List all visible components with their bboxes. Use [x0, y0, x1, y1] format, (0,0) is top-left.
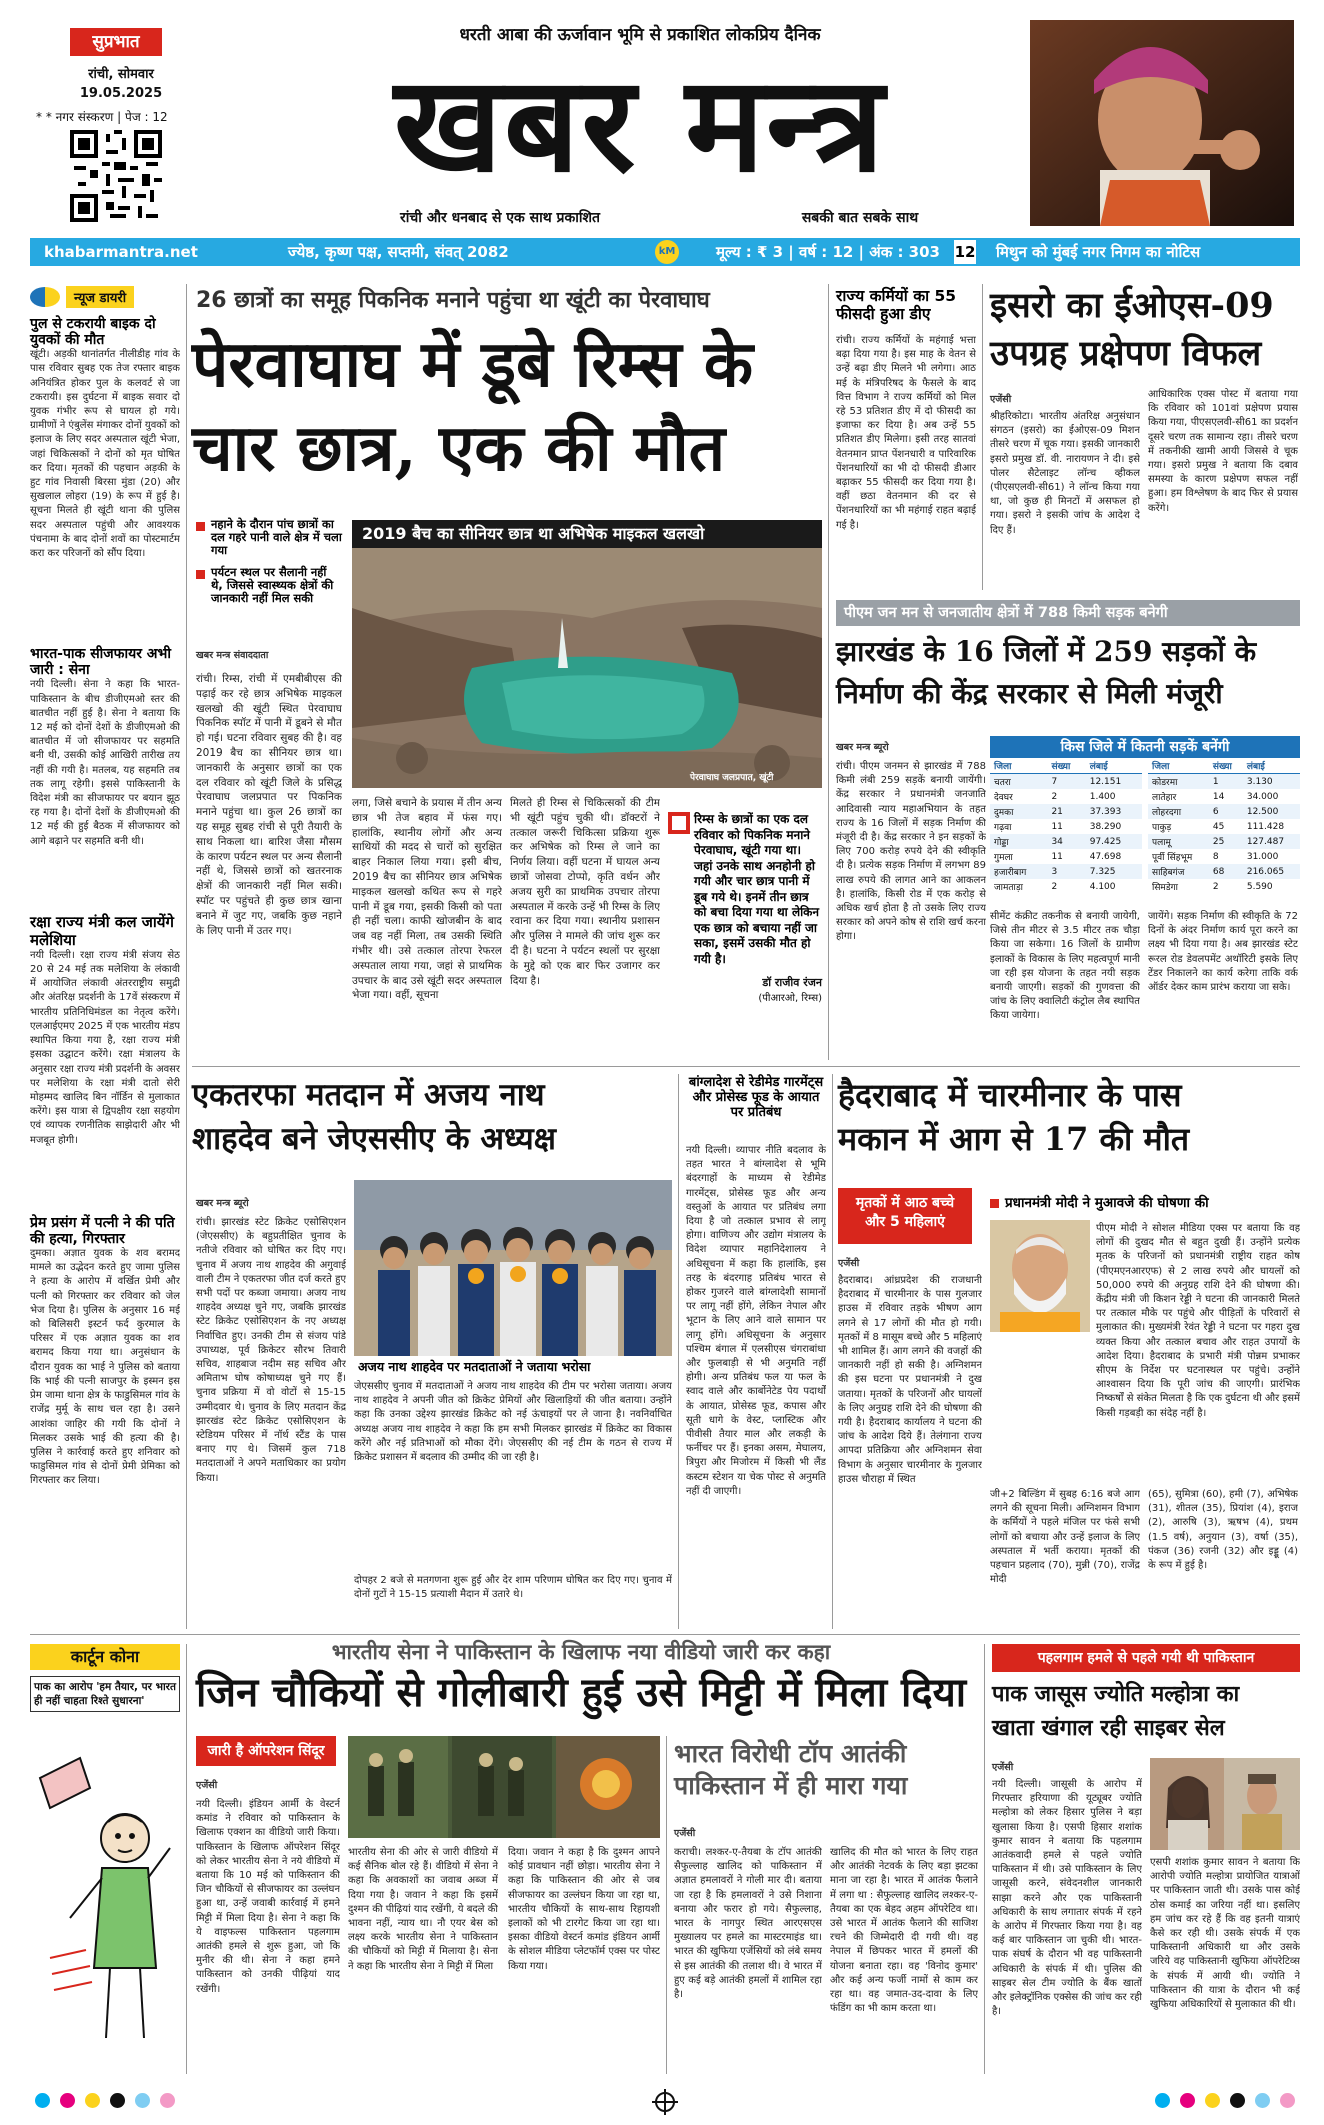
table-cell: 34.000 — [1246, 791, 1279, 802]
modi-photo — [990, 1220, 1090, 1332]
table-cell: 3 — [1047, 864, 1085, 879]
promo-headline[interactable]: मिथुन को मुंबई नगर निगम का नोटिस — [996, 243, 1201, 261]
table-cell: गुमला — [994, 853, 1013, 863]
hyd-byline: एजेंसी — [838, 1258, 860, 1269]
website-link[interactable]: khabarmantra.net — [44, 243, 198, 261]
ajay-photo-caption: अजय नाथ शाहदेव पर मतदाताओं ने जताया भरोसा — [358, 1359, 591, 1374]
ajay-byline: खबर मन्त्र ब्यूरो — [196, 1198, 249, 1209]
table-header-row — [1148, 758, 1300, 774]
army-video-stills — [348, 1736, 660, 1838]
table-row — [990, 864, 1142, 879]
terror-headline-1: भारत विरोधी टॉप आतंकी — [674, 1739, 907, 1768]
table-cell: 12.151 — [1086, 774, 1142, 790]
lead-photo-caption: 2019 बैच का सीनियर छात्र था अभिषेक माइकल खलखो — [352, 520, 822, 548]
tagline-top: धरती आबा की ऊर्जावान भूमि से प्रकाशित लोकप्रिय दैनिक — [459, 25, 821, 45]
army-body-2: भारतीय सेना की ओर से जारी वीडियो में कई सैनिक बोल रहे हैं। वीडियो में सेना ने कहा कि अवकाशों का जवाब अब्ज में दिया गया है। जवान ने कहा कि इसमें दुश्मन की पीढ़ियां याद रखेंगी, ये बदले की भावना नहीं, न्याय था। नौ एयर बेस को लक्ष्य करके भारतीय सेना ने पाकिस्तान की चौकियों को मिट्टी में मिलाया है। सेना ने कहा कि भारतीय सेना ने मिट्टी में मिला — [348, 1847, 498, 1972]
table-cell: हजारीबाग — [990, 864, 1047, 879]
isro-byline: एजेंसी — [990, 394, 1012, 405]
army-byline: एजेंसी — [196, 1780, 218, 1791]
quote-text: रिम्स के छात्रों का एक दल रविवार को पिकनिक मनाने पेरवाघाघ, खूंटी गया था। जहां उनके साथ अनहोनी हो गयी और चार छात्र पानी में डूब गये थे। इनमें तीन छात्र को बचा दिया गया था लेकिन एक छात्र को बचाया नहीं जा सका, इसमें उसकी मौत हो गयी है। — [694, 812, 820, 966]
hyd-tag: मृतकों में आठ बच्चे और 5 महिलाएं — [838, 1188, 972, 1244]
table-cell: जामताड़ा — [994, 883, 1023, 893]
hyd-body-2: जी+2 बिल्डिंग में सुबह 6:16 बजे आग लगने की सूचना मिली। अग्निशमन विभाग के कर्मियों ने पहले मंजिल पर फंसे सभी लोगों को बचाया और उन्हें इलाज के लिए अस्पताल में भर्ती कराया। मृतकों की पहचान प्रहलाद (70), मुन्नी (70), राजेंद्र मोदी — [990, 1489, 1140, 1586]
table-header-cell: जिला — [990, 758, 1047, 774]
roads-byline: खबर मन्त्र ब्यूरो — [836, 742, 889, 753]
roads-table-right — [1148, 758, 1300, 894]
table-cell: 7.325 — [1086, 864, 1142, 879]
subtitle-left: रांची और धनबाद से एक साथ प्रकाशित — [399, 210, 601, 226]
lead-body-3: मिलते ही रिम्स से चिकित्सकों की टीम भी खूंटी पहुंच चुकी थी। डॉक्टरों ने तत्काल जरूरी चिकित्सा प्रक्रिया शुरू कर अभिषेक को रिम्स ले जाने का निर्णय लिया। वहीं घटना में घायल अन्य छात्रों जोसवा टोप्पो, कृति वर्धन और अजय सुरी का प्राथमिक उपचार तोरपा अस्पताल में करके उन्हें भी रिम्स के लिए रवाना कर दिया गया। स्थानीय प्रशासन और पुलिस ने मामले की जांच शुरू कर दी है। घटना ने पर्यटन स्थलों पर सुरक्षा के मुद्दे को एक बार फिर उजागर कर दिया है। — [510, 797, 660, 987]
roads-headline-1: झारखंड के 16 जिलों में 259 सड़कों के — [836, 635, 1257, 668]
table-cell: 127.487 — [1243, 834, 1300, 849]
table-row — [1148, 789, 1300, 804]
cartoon-drawing — [30, 1718, 180, 2058]
isro-body-2: आधिकारिक एक्स पोस्ट में बताया गया कि रविवार को 101वां प्रक्षेपण प्रयास किया गया, पीएसएलवी-सी61 का प्रदर्शन दूसरे चरण तक सामान्य रहा। तीसरे चरण में तकनीकी खामी आयी जिससे वे चूक गया। इसरो प्रमुख ने बताया कि दबाव समस्या के कारण प्रक्षेपण सफल नहीं हुआ। हम विश्लेषण के बाद फिर से प्रयास करेंगे। — [1148, 389, 1298, 514]
story-murder-body: दुमका। अज्ञात युवक के शव बरामद मामले का उद्भेदन करते हुए जामा पुलिस ने हत्या के आरोप में वर्खित प्रेमी और पत्नी को गिरफ्तार कर रविवार को जेल भेज दिया है। पुलिस के अनुसार 16 मई को बिलिसरी इस्टर्न फर्द कुरमाल के परिसर में एक अज्ञात युवक का शव बरामद किया गया था। अनुसंधान के दौरान युवक का भाई ने पुलिस को बताया कि भाई की पत्नी साजपुर के इस्मन इस प्रेम जामा थाना क्षेत्र के फाडुसिमल गांव के राजेंद्र मुर्मू के साथ चल रहा है। उसने आशंका जाहिर की गयी कि दोनों ने मिलकर उसके भाई की हत्या की है। पुलिस ने कार्रवाई करते हुए शनिवार को फाडुसिमल गांव से दोनों प्रेमी प्रेमिका को गिरफ्तार कर लिया। — [30, 1248, 180, 1487]
table-cell: चतरा — [990, 774, 1047, 790]
army-headline: जिन चौकियों से गोलीबारी हुई उसे मिट्टी में मिला दिया — [196, 1669, 967, 1716]
jyoti-tag: पहलगाम हमले से पहले गयी थी पाकिस्तान — [992, 1644, 1300, 1672]
table-row — [1148, 774, 1300, 790]
army-body-3: दिया। जवान ने कहा है कि दुश्मन आपने कोई प्रावधान नहीं छोड़ा। भारतीय सेना ने कहा कि पाकिस्तान की ओर से जब सीजफायर का उल्लंघन किया जा रहा था, भारतीय चौकियों के साथ-साथ रिहायशी इलाकों को भी टारगेट किया जा रहा था। इसका वीडियो वेस्टर्न कमांड इंडियन आर्मी के सोशल मीडिया प्लेटफॉर्म एक्स पर पोस्ट किया गया। — [508, 1847, 660, 1972]
table-cell: 31.000 — [1246, 851, 1279, 862]
table-header-cell: लंबाई — [1086, 758, 1142, 774]
city-day: रांची, सोमवार — [88, 67, 154, 82]
table-cell: गढ़वा — [994, 823, 1012, 833]
issue-date: 19.05.2025 — [79, 86, 163, 101]
story-murder-head: प्रेम प्रसंग में पत्नी ने की पति की हत्या, गिरफ्तार — [30, 1214, 175, 1247]
quote-icon — [668, 812, 690, 834]
table-header-cell: संख्या — [1209, 758, 1243, 774]
bangla-body: नयी दिल्ली। व्यापार नीति बदलाव के तहत भारत ने बांग्लादेश से भूमि बंदरगाहों के माध्यम से रेडीमेड गारमेंट्स, प्रोसेस्ड फूड और अन्य वस्तुओं के आयात पर प्रतिबंध लगा दिया है जो तत्काल प्रभाव से लागू होगा। वाणिज्य और उद्योग मंत्रालय के विदेश व्यापार महानिदेशालय ने अधिसूचना में कहा कि हालांकि, इस तरह के बंदरगाह प्रतिबंध भारत से होकर गुजरने वाले बांग्लादेशी सामानों पर लागू नहीं होंगे, लेकिन नेपाल और भूटान के लिए आने वाले सामान पर लागू होंगे। अधिसूचना के अनुसार पश्चिम बंगाल में एलसीएस चंगराबांधा और फुलबाड़ी से भी अनुमति नहीं होगी। अन्य प्रतिबंध फल या फल के स्वाद वाले और कार्बोनेटेड पेय पदार्थों के आयात, प्रोसेस्ड फूड, कपास और सूती धागे के वेस्ट, प्लास्टिक और पीवीसी तैयार माल और लकड़ी के फर्नीचर पर हैं। इनका असम, मेघालय, त्रिपुरा और मिजोरम में किसी भी लैंड कस्टम स्टेशन या चेक पोस्ट से अनुमति नहीं दी जाएगी। — [686, 1145, 826, 1497]
table-cell: 21 — [1047, 804, 1085, 819]
table-row — [1148, 834, 1300, 849]
roads-table-title: किस जिले में कितनी सड़कें बनेंगी — [990, 736, 1300, 758]
table-cell: पलामू — [1148, 834, 1209, 849]
table-cell: 8 — [1212, 851, 1219, 862]
table-header-cell: लंबाई — [1243, 758, 1300, 774]
table-cell: 2 — [1051, 881, 1058, 892]
lead-body-2: लगा, जिसे बचाने के प्रयास में तीन अन्य छात्र भी तेज बहाव में फंस गए। हालांकि, स्थानीय लोगों और अन्य साथियों की मदद से चारों को सुरक्षित बाहर निकाल लिया गया। इसी बीच, 2019 बैच का सीनियर छात्र अभिषेक माइकल खलखो कथित रूप से गहरे पानी में डूब गया, इसकी किसी को पता ही नहीं चला। काफी खोजबीन के बाद जब वह नहीं मिला, तब उसकी स्थिति गंभीर थी। उसे तत्काल तोरपा रेफरल अस्पताल लाया गया, जहां से प्राथमिक उपचार के बाद उसे खूंटी सदर अस्पताल भेजा गया। वहीं, सूचना — [352, 797, 502, 1002]
hyd-headline-2: मकान में आग से 17 की मौत — [838, 1120, 1190, 1158]
table-cell: 2 — [1212, 881, 1219, 892]
price-info: मूल्य : ₹ 3 | वर्ष : 12 | अंक : 303 — [716, 243, 940, 261]
quote-role: (पीआरओ, रिम्स) — [758, 993, 822, 1004]
jyoti-headline-1: पाक जासूस ज्योति मल्होत्रा का — [992, 1681, 1240, 1707]
table-cell: सिमडेगा — [1152, 883, 1179, 893]
table-header-cell: जिला — [1148, 758, 1209, 774]
news-diary-label: न्यूज डायरी — [66, 286, 134, 308]
jyoti-headline-2: खाता खंगाल रही साइबर सेल — [992, 1715, 1225, 1741]
table-row — [990, 819, 1142, 834]
table-cell: 4.100 — [1089, 881, 1116, 892]
isro-headline-1: इसरो का ईओएस-09 — [990, 285, 1274, 326]
table-cell: 25 — [1209, 834, 1243, 849]
table-cell: 1 — [1209, 774, 1243, 790]
cartoon-title: कार्टून कोना — [30, 1644, 180, 1670]
terror-headline-2: पाकिस्तान में ही मारा गया — [674, 1771, 908, 1800]
panchang: ज्येष्ठ, कृष्ण पक्ष, सप्तमी, संवत् 2082 — [288, 243, 509, 261]
qr-code — [70, 130, 162, 222]
story-malaysia-body: नयी दिल्ली। रक्षा राज्य मंत्री संजय सेठ 20 से 24 मई तक मलेशिया के लंकावी में आयोजित लंकावी अंतरराष्ट्रीय समुद्री और अंतरिक्ष प्रदर्शनी के 17वें संस्करण में भारतीय प्रतिनिधिमंडल का नेतृत्व करेंगे। एलआईएमए 2025 में एक भारतीय मंडप स्थापित किया गया है, रक्षा राज्य मंत्री इसका उद्घाटन करेंगे। रक्षा मंत्रालय के अनुसार रक्षा राज्य मंत्री प्रदर्शनी के अवसर पर मलेशिया के रक्षा मंत्री दातो सेरी मोहम्मद खालिद बिन नॉर्डिन से मुलाकात करेंगे। इस यात्रा से द्विपक्षीय रक्षा सहयोग एवं व्यापक रणनीतिक साझेदारी और भी मजबूत होगी। — [30, 949, 180, 1146]
roads-band: पीएम जन मन से जनजातीय क्षेत्रों में 788 किमी सड़क बनेगी — [836, 600, 1300, 626]
table-row — [990, 804, 1142, 819]
waterfall-photo — [352, 548, 822, 788]
pm-compensation-head: प्रधानमंत्री मोदी ने मुआवजे की घोषणा की — [990, 1196, 1300, 1212]
masthead — [0, 0, 1324, 240]
table-row — [1148, 864, 1300, 879]
edition-badge: सुप्रभात — [70, 28, 162, 56]
lead-bullet: पर्यटन स्थल पर सैलानी नहीं थे, जिससे स्वास्थ्यक क्षेत्रों की जानकारी नहीं मिल सकी — [196, 566, 342, 606]
lead-bullet: नहाने के दौरान पांच छात्रों का दल गहरे पानी वाले क्षेत्र में चला गया — [196, 518, 342, 558]
lead-headline-1: पेरवाघाघ में डूबे रिम्स के — [192, 327, 754, 402]
cartoon-caption: पाक का आरोप 'हम तैयार, पर भारत ही नहीं चाहता रिश्ते सुधारना' — [30, 1676, 180, 1712]
photo-credit: पेरवाघाघ जलप्रपात, खूंटी — [690, 773, 774, 783]
jyoti-byline: एजेंसी — [992, 1762, 1014, 1773]
table-cell: दुमका — [990, 804, 1047, 819]
lead-bullets — [196, 518, 342, 605]
ajay-headline-1: एकतरफा मतदान में अजय नाथ — [192, 1077, 545, 1113]
jyoti-body-2: एसपी शशांक कुमार सावन ने बताया कि आरोपी ज्योति मल्होत्रा प्रायोजित यात्राओं पर पाकिस्तान जाती थी। उसके पास कोई ठोस कमाई का जरिया नहीं था। इसलिए हम जांच कर रहे हैं कि वह इतनी यात्राएं कैसे कर रही थी। उसके संपर्क में एक पाकिस्तानी अधिकारी था और उसके जरिये वह पाकिस्तानी खुफिया ऑपरेटिव्स के संपर्क में आयी थी। ज्योति ने पाकिस्तान की यात्रा के दौरान भी कई खुफिया अधिकारियों से मुलाकात की थी। — [1150, 1857, 1300, 2011]
table-cell: 5.590 — [1246, 881, 1273, 892]
table-cell: कोडरमा — [1148, 774, 1209, 790]
ajay-body-3: दोपहर 2 बजे से मतगणना शुरू हुई और देर शाम परिणाम घोषित कर दिए गए। चुनाव में दोनों गुटों ने 15-15 प्रत्याशी मैदान में उतारे थे। — [354, 1575, 672, 1601]
story-bridge-body: खूंटी। अड़की थानांतर्गत नीलीडीह गांव के पास रविवार सुबह एक तेज रफ्तार बाइक अनियंत्रित होकर पुल के कलवर्ट से जा टकरायी। इस दुर्घटना में बाइक सवार दो युवक गंभीर रूप से घायल हो गये। ग्रामीणों ने एंबुलेंस मंगाकर दोनों युवकों को इलाज के लिए सदर अस्पताल खूंटी भेजा, जहां चिकित्सकों ने दोनों को मृत घोषित कर दिया। मृतकों की पहचान अड़की के हुट गांव निवासी बिरसा मुंडा (20) और सुखलाल लोहरा (19) के रूप में हुई है। सूचना मिलते ही खूंटी थाना की पुलिस सदर अस्पताल पहुंची और आवश्यक पंचनामा के बाद दोनों शवों का पोस्टमार्टम करा कर परिजनों को सौंप दिया। — [30, 349, 180, 560]
table-row — [990, 774, 1142, 790]
ajay-body-2: जेएससीए चुनाव में मतदाताओं ने अजय नाथ शाहदेव की टीम पर भरोसा जताया। अजय नाथ शाहदेव ने अपनी जीत को क्रिकेट प्रेमियों और खिलाड़ियों की जीत बताया। उन्होंने कहा कि उनका उद्देश्य झारखंड क्रिकेट को नई ऊंचाइयों पर ले जाना है। नवनिर्वाचित अध्यक्ष अजय नाथ शाहदेव ने कहा कि हम सभी मिलकर झारखंड में क्रिकेट का विकास करेंगे और नई प्रतिभाओं को मौका देंगे। जेएससीए की नई टीम के गठन से राज्य में क्रिकेट प्रशासन में बदलाव की उम्मीद की जा रही है। — [354, 1381, 672, 1464]
terror-byline: एजेंसी — [674, 1828, 696, 1839]
army-tag: जारी है ऑपरेशन सिंदूर — [196, 1736, 336, 1766]
ajay-body: रांची। झारखंड स्टेट क्रिकेट एसोसिएशन (जेएससीए) के बहुप्रतीक्षित चुनाव के नतीजे रविवार को घोषित कर दिए गए। चुनाव में अजय नाथ शाहदेव की अगुवाई वाली टीम ने एकतरफा जीत दर्ज करते हुए सभी पदों पर कब्जा जमाया। अजय नाथ शाहदेव अध्यक्ष चुने गए, जबकि झारखंड स्टेट क्रिकेट एसोसिएशन के नए अध्यक्ष निर्वाचित हुए। उनकी टीम से संजय पांडे उपाध्यक्ष, पूर्व क्रिकेटर सौरभ तिवारी सचिव, शाहबाज नदीम सह सचिव और अमिताभ घोष कोषाध्यक्ष चुने गए हैं। चुनाव प्रक्रिया में वो वोटों से 15-15 उम्मीदवार थे। चुनाव के लिए मतदान केंद्र झारखंड स्टेट क्रिकेट एसोसिएशन के स्टेडियम परिसर में नॉर्थ स्टैंड के पास बनाए गए थे। जिसमें कुल 718 मतदाताओं ने अपने मताधिकार का प्रयोग किया। — [196, 1217, 346, 1484]
table-cell: 12.500 — [1243, 804, 1300, 819]
ajay-headline-2: शाहदेव बने जेएससीए के अध्यक्ष — [192, 1121, 556, 1157]
table-cell: 97.425 — [1086, 834, 1142, 849]
da-story-head: राज्य कर्मियों का 55 फीसदी हुआ डीए — [836, 287, 957, 323]
newspaper-title: खबर मन्त्र — [394, 47, 886, 202]
table-cell: लातेहार — [1152, 793, 1177, 803]
table-row — [990, 879, 1142, 894]
da-story-body: रांची। राज्य कर्मियों के महंगाई भत्ता बढ़ा दिया गया है। इस माह के वेतन से उन्हें बढ़ा डीए मिलने भी लगेगा। आठ मई के मंत्रिपरिषद के फैसले के बाद वित्त विभाग ने राज्य कर्मियों को मिल रहे 53 प्रतिशत डीए में दो फीसदी का इजाफा कर दिया है। अब उन्हें 55 प्रतिशत डीए मिलेगा। इसी तरह सातवां वेतनमान प्राप्त पेंशनधारी व पारिवारिक पेंशनधारियों का भी दो फीसदी डीआर बढ़ाकर 55 फीसदी कर दिया गया है। वहीं छठा वेतनमान की दर से पेंशनधारियों का भी महंगाई राहत बढ़ाई गई है। — [836, 335, 976, 531]
table-cell: 1.400 — [1089, 791, 1116, 802]
terror-body-1: कराची। लश्कर-ए-तैयबा के टॉप आतंकी सैफुल्लाह खालिद को पाकिस्तान में अज्ञात हमलावरों ने गोली मार दी। बताया जा रहा है कि हमलावरों ने उसे निशाना बनाया और फरार हो गये। सैफुल्लाह, भारत के नागपुर स्थित आरएसएस मुख्यालय पर हमले का मास्टरमाइंड था। भारत की खुफिया एजेंसियों को लंबे समय से इस आतंकी की तलाश थी। वे भारत में हुए कई बड़े आतंकी हमलों में शामिल रहा है। — [674, 1847, 822, 2001]
cartoon-box — [30, 1644, 180, 2074]
page-number: 12 — [954, 240, 976, 264]
roads-body-2: सीमेंट कंक्रीट तकनीक से बनायी जायेगी, जिसे तीन मीटर से 3.5 मीटर तक चौड़ा किया जा सकेगा। 16 जिलों के ग्रामीण इलाकों के विकास के लिए महत्वपूर्ण मानी जा रही इस योजना के तहत नयी सड़क बनायी जाएगी। सड़कों की गुणवत्ता की जांच के लिए क्वालिटी कंट्रोल लैब स्थापित किया जायेगा। — [990, 911, 1140, 1022]
table-cell: 6 — [1209, 804, 1243, 819]
jyoti-photo — [1150, 1758, 1300, 1850]
hyd-body-3: (65), सुमित्रा (60), हमी (7), अभिषेक (31), शीतल (35), प्रियांश (4), इराज (2), आरुषि (3), ऋषभ (4), प्रथम (1.5 वर्ष), अनुयान (3), वर्षा (35), पंकज (36) रजनी (32) और इड्डू (4) के रूप में हुई है। — [1148, 1489, 1298, 1572]
roads-table — [990, 736, 1300, 894]
table-row — [1148, 879, 1300, 894]
table-cell: गोड्डा — [990, 834, 1047, 849]
table-cell: 37.393 — [1086, 804, 1142, 819]
logo-mark-icon: kM — [655, 240, 679, 264]
diary-logo-icon — [30, 287, 60, 307]
table-cell: 45 — [1212, 821, 1225, 832]
table-cell: 216.065 — [1243, 864, 1300, 879]
subtitle-right: सबकी बात सबके साथ — [801, 210, 919, 226]
roads-headline-2: निर्माण की केंद्र सरकार से मिली मंजूरी — [836, 677, 1223, 710]
table-cell: 38.290 — [1089, 821, 1122, 832]
news-diary-tag — [30, 284, 180, 310]
left-column — [30, 284, 180, 1629]
jyoti-body-1: नयी दिल्ली। जासूसी के आरोप में गिरफ्तार हरियाणा की यूट्यूबर ज्योति मल्होत्रा को लेकर हिसार पुलिस ने बड़ा खुलासा किया है। एसपी हिसार शशांक कुमार सावन ने बताया कि पहलगाम आतंकवादी हमले से पहले ज्योति पाकिस्तान में थी। उसे पाकिस्तान के लिए जासूसी करने, संवेदनशील जानकारी साझा करने और एक पाकिस्तानी अधिकारी के साथ लगातार संपर्क में रहने के आरोप में गिरफ्तार किया गया है। वह कई बार पाकिस्तान जा चुकी थी। भारत-पाक संघर्ष के दौरान भी वह पाकिस्तानी अधिकारी के संपर्क में थी। पुलिस की साइबर सेल टीम ज्योति के बैंक खातों और इलेक्ट्रॉनिक एक्सेस की जांच कर रही है। — [992, 1779, 1142, 2018]
table-cell: 34 — [1047, 834, 1085, 849]
lead-headline-2: चार छात्र, एक की मौत — [192, 411, 726, 486]
lead-byline: खबर मन्त्र संवाददाता — [196, 650, 269, 661]
story-malaysia-head: रक्षा राज्य मंत्री कल जायेंगे मलेशिया — [30, 913, 174, 949]
table-cell: 111.428 — [1246, 821, 1285, 832]
table-cell: लोहरदगा — [1148, 804, 1209, 819]
table-cell: पाकुड़ — [1152, 823, 1172, 833]
table-cell: 7 — [1047, 774, 1085, 790]
lead-body-1: रांची। रिम्स, रांची में एमबीबीएस की पढ़ाई कर रहे छात्र अभिषेक माइकल खलखो की खूंटी स्थित पेरवाघाघ पिकनिक स्पॉट में पानी में डूबने से मौत हो गई। घटना रविवार सुबह की है। वह 2019 बैच का सीनियर छात्र था। जानकारी के अनुसार छात्रों का एक दल रविवार को खूंटी जिले के प्रसिद्ध पेरवाघाघ जलप्रपात पर पिकनिक मनाने पहुंचा था। कुल 26 छात्रों का यह समूह सुबह रांची से पूरी तैयारी के साथ निकला था। बारिश जैसा मौसम के कारण पर्यटन स्थल पर अन्य सैलानी नहीं थे, जिससे छात्रों को खतरनाक क्षेत्रों की जानकारी नहीं मिल सकी। स्पॉट पर पहुंचते ही कुछ छात्र खाना बनाने में जुट गए, जबकि कुछ नहाने के लिए पानी में उतर गए। — [196, 673, 342, 937]
jsca-team-photo — [354, 1180, 672, 1356]
color-dots-right — [1150, 2093, 1300, 2112]
table-cell: 68 — [1209, 864, 1243, 879]
info-bar — [30, 238, 1300, 266]
army-kicker: भारतीय सेना ने पाकिस्तान के खिलाफ नया वीडियो जारी कर कहा — [331, 1640, 831, 1664]
table-row — [990, 834, 1142, 849]
color-dots-left — [30, 2093, 180, 2112]
isro-headline-2: उपग्रह प्रक्षेपण विफल — [990, 333, 1262, 374]
crosshair-icon — [652, 2089, 678, 2115]
table-row — [1148, 849, 1300, 864]
registration-marks — [30, 2090, 1300, 2114]
roads-body-1: रांची। पीएम जनमन से झारखंड में 788 किमी लंबी 259 सड़कें बनायी जायेंगी। केंद्र सरकार ने प्रधानमंत्री जनजाति आदिवासी न्याय महाअभियान के तहत राज्य के 16 जिलों में सड़क निर्माण की मंजूरी दी है। केंद्र सरकार ने इन सड़कों के लिए 700 करोड़ रुपये देने की स्वीकृति दी है। प्रत्येक सड़क निर्माण में लगभग 89 लाख रुपये की लागत आने का आकलन है। हालांकि, किसी रोड में एक करोड़ से अधिक खर्च होता है तो उसके लिए राज्य सरकार को अपने कोष से राशि खर्च करना होगा। — [836, 761, 986, 943]
hyd-headline-1: हैदराबाद में चारमीनार के पास — [838, 1076, 1182, 1114]
table-cell: साहिबगंज — [1148, 864, 1209, 879]
table-cell: देवघर — [994, 793, 1013, 803]
table-row — [1148, 819, 1300, 834]
table-header-row — [990, 758, 1142, 774]
isro-body-1: श्रीहरिकोटा। भारतीय अंतरिक्ष अनुसंधान संगठन (इसरो) का ईओएस-09 मिशन तीसरे चरण में चूक गया। इसकी जानकारी इसरो प्रमुख डॉ. वी. नारायणन ने दी। इसे पोलर सैटेलाइट लॉन्च व्हीकल (पीएसएलवी-सी61) ने लॉन्च किया गया था, जो कुछ ही मिनटों में असफल हो गया। इसरो ने इसकी जांच के आदेश दे दिए हैं। — [990, 411, 1140, 536]
story-bridge-head: पुल से टकरायी बाइक दो युवकों की मौत — [30, 316, 156, 349]
table-cell: 11 — [1051, 821, 1063, 832]
table-row — [1148, 804, 1300, 819]
table-cell: 47.698 — [1089, 851, 1122, 862]
army-body-1: नयी दिल्ली। इंडियन आर्मी के वेस्टर्न कमांड ने रविवार को पाकिस्तान के खिलाफ एक्शन का वीडियो जारी किया। पाकिस्तान के खिलाफ ऑपरेशन सिंदूर को लेकर भारतीय सेना ने नये वीडियो में बताया कि 10 मई को पाकिस्तान की जिन चौकियों से सीजफायर का उल्लंघन हुआ था, उन्हें जवाबी कार्रवाई में हमने मिट्टी में मिला दिया है। सेना ने कहा कि ये वाइफल्स पाकिस्तान पहलगाम आतंकी हमले से शुरू हुआ, जो कि मुनीर की थी। सेना ने कहा हमने पाकिस्तान को उनकी पीढ़ियां याद रखेंगी। — [196, 1799, 340, 1995]
pm-compensation-body: पीएम मोदी ने सोशल मीडिया एक्स पर बताया कि वह लोगों की दुखद मौत से बहुत दुखी हैं। उन्होंने प्रत्येक मृतक के परिजनों को प्रधानमंत्री राष्ट्रीय राहत कोष (पीएमएनआरएफ) से 2 लाख रुपये और घायलों को 50,000 रुपये की अनुग्रह राशि देने की घोषणा की। केंद्रीय मंत्री जी किशन रेड्डी ने घटना की जानकारी मिलते पर तत्काल मौके पर पहुंचे और पीड़ितों के परिवारों से मुलाकात की। मुख्यमंत्री रेवंत रेड्डी ने घटना पर गहरा दुख व्यक्त किया और तत्काल बचाव और राहत उपायों के आदेश दिया। हैदराबाद के प्रभारी मंत्री पोन्नम प्रभाकर सीएम के निर्देश पर घटनास्थल पर पहुंचे। उन्होंने आश्वासन दिया कि पूरी जांच की जाएगी। प्रारंभिक निष्कर्षों से संकेत मिलता है कि एक दुर्घटना थी और इसमें किसी गड़बड़ी का संदेह नहीं है। — [1096, 1223, 1300, 1419]
bangla-head: बांग्लादेश से रेडीमेड गारमेंट्स और प्रोसेस्ड फूड के आयात पर प्रतिबंध — [688, 1075, 824, 1120]
table-row — [990, 849, 1142, 864]
table-cell: 11 — [1051, 851, 1063, 862]
edition-info: * * नगर संस्करण | पेज : 12 — [36, 110, 168, 124]
story-ceasefire-body: नयी दिल्ली। सेना ने कहा कि भारत-पाकिस्तान के बीच डीजीएमओ स्तर की बातचीत नहीं हुई है। सेना ने बताया कि 12 मई को दोनों देशों के डीजीएमओ की बातचीत में जो सीजफायर पर सहमति बनी थी, उसकी कोई आखिरी तारीख तय नहीं की गयी है। मतलब, यह सहमति तब तक लागू रहेगी। इससे पाकिस्तानी के विदेश मंत्री का सीजफायर पर बयान झूठ रह गया है। दोनों देशों के डीजीएमओ की 12 मई की हुई बैठक में सीजफायर को आगे बढ़ाने पर सहमति बनी थी। — [30, 679, 180, 847]
table-row — [990, 789, 1142, 804]
table-header-cell: संख्या — [1047, 758, 1085, 774]
masthead-portrait — [1030, 20, 1294, 226]
table-cell: पूर्वी सिंहभूम — [1152, 853, 1193, 863]
hyd-body-1: हैदराबाद। आंध्रप्रदेश की राजधानी हैदराबाद में चारमीनार के पास गुलजार हाउस में रविवार तड़के भीषण आग लगने से 17 लोगों की मौत हो गयी। मृतकों में 8 मासूम बच्चे और 5 महिलाएं भी शामिल हैं। आग लगने की वजहों की जानकारी नहीं हो सकी है। अग्निशमन की इस घटना पर प्रधानमंत्री ने दुख जताया। मृतकों के परिजनों और घायलों के लिए अनुग्रह राशि देने की घोषणा की गयी है। हैदराबाद कार्यालय ने घटना की जांच के आदेश दिये हैं। तेलंगाना राज्य आपदा प्रतिक्रिया और अग्निशमन सेवा विभाग के अनुसार चारमीनार के गुलजार हाउस चौराहा में स्थित — [838, 1275, 982, 1485]
lead-quote-box — [668, 812, 822, 1004]
table-cell: 14 — [1212, 791, 1225, 802]
terror-body-2: खालिद की मौत को भारत के लिए राहत और आतंकी नेटवर्क के लिए बड़ा झटका माना जा रहा है। भारत में आतंक फैलाने में लगा था : सैफुल्लाह खालिद लश्कर-ए-तैयबा का एक बेहद अहम ऑपरेटिव था। उसे भारत में आतंक फैलाने की साजिश रचने की जिम्मेदारी दी गयी थी। वह नेपाल में छिपकर भारत में हमलों की योजना बनाता रहा। वह 'विनोद कुमार' और कई अन्य फर्जी नामों से काम कर रहा था। वह जमात-उद-दावा के लिए फंडिंग का भी काम करता था। — [830, 1847, 978, 2015]
quote-author: डॉ राजीव रंजन — [762, 976, 822, 989]
table-cell: 2 — [1051, 791, 1058, 802]
roads-table-left — [990, 758, 1142, 894]
story-ceasefire-head: भारत-पाक सीजफायर अभी जारी : सेना — [30, 646, 171, 679]
roads-body-3: जायेंगे। सड़क निर्माण की स्वीकृति के 72 दिनों के अंदर निर्माण कार्य पूरा करने का लक्ष्य भी दिया गया है। अब झारखंड स्टेट रूरल रोड डेवलपमेंट अथॉरिटी इसके लिए टेंडर निकालने का कार्य करेगा ताकि वर्क ऑर्डर देकर काम प्रारंभ कराया जा सके। — [1148, 911, 1298, 994]
lead-kicker: 26 छात्रों का समूह पिकनिक मनाने पहुंचा था खूंटी का पेरवाघाघ — [196, 288, 710, 313]
table-cell: 3.130 — [1243, 774, 1300, 790]
